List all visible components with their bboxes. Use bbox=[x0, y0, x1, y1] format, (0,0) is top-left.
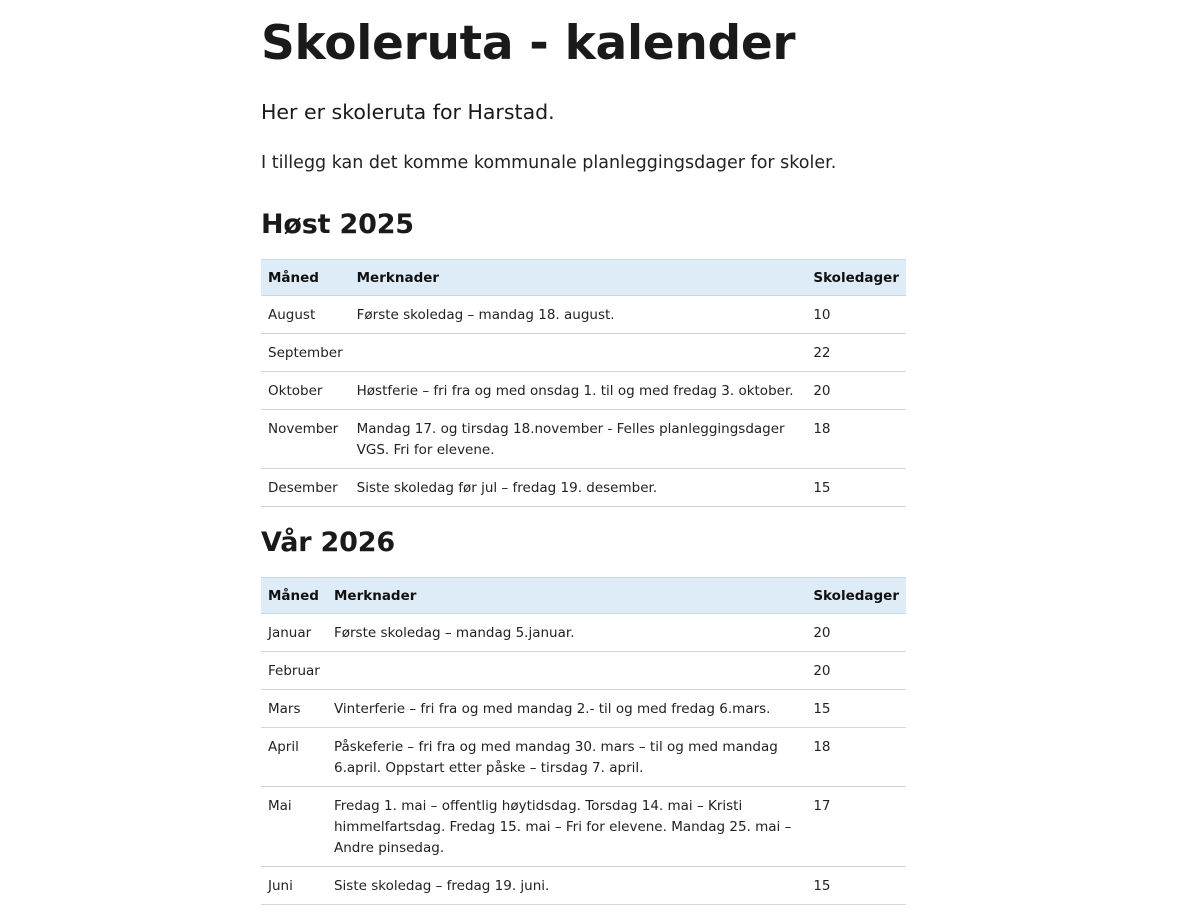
days-cell: 15 bbox=[806, 867, 906, 905]
notes-cell: Siste skoledag – fredag 19. juni. bbox=[327, 867, 806, 905]
notes-cell bbox=[327, 652, 806, 690]
schedule-table-host bbox=[261, 259, 906, 507]
table-row bbox=[261, 867, 906, 905]
notes-cell: Siste skoledag før jul – fredag 19. desember. bbox=[350, 469, 807, 507]
month-cell: Februar bbox=[261, 652, 327, 690]
days-cell: 20 bbox=[806, 372, 906, 410]
month-cell: Mars bbox=[261, 690, 327, 728]
notes-cell: Fredag 1. mai – offentlig høytidsdag. Torsdag 14. mai – Kristi himmelfartsdag. Fredag 15. mai – Fri for elevene. Mandag 25. mai – Andre pinsedag. bbox=[327, 787, 806, 867]
notes-cell: Påskeferie – fri fra og med mandag 30. mars – til og med mandag 6.april. Oppstart etter påske – tirsdag 7. april. bbox=[327, 728, 806, 787]
notes-cell bbox=[350, 334, 807, 372]
month-cell: Juni bbox=[261, 867, 327, 905]
table-row bbox=[261, 296, 906, 334]
column-header-month: Måned bbox=[261, 260, 350, 296]
table-row bbox=[261, 614, 906, 652]
column-header-notes: Merknader bbox=[327, 578, 806, 614]
days-cell: 20 bbox=[806, 614, 906, 652]
month-cell: Januar bbox=[261, 614, 327, 652]
month-cell: Oktober bbox=[261, 372, 350, 410]
column-header-notes: Merknader bbox=[350, 260, 807, 296]
intro-text: I tillegg kan det komme kommunale planleggingsdager for skoler. bbox=[261, 153, 837, 173]
days-cell: 15 bbox=[806, 690, 906, 728]
days-cell: 22 bbox=[806, 334, 906, 372]
days-cell: 10 bbox=[806, 296, 906, 334]
section-heading-host: Høst 2025 bbox=[261, 209, 414, 240]
notes-cell: Vinterferie – fri fra og med mandag 2.- til og med fredag 6.mars. bbox=[327, 690, 806, 728]
days-cell: 20 bbox=[806, 652, 906, 690]
days-cell: 18 bbox=[806, 728, 906, 787]
days-cell: 15 bbox=[806, 469, 906, 507]
page-title: Skoleruta - kalender bbox=[261, 16, 796, 71]
month-cell: August bbox=[261, 296, 350, 334]
table-header-row bbox=[261, 260, 906, 296]
notes-cell: Første skoledag – mandag 5.januar. bbox=[327, 614, 806, 652]
schedule-table-var bbox=[261, 577, 906, 905]
table-row bbox=[261, 728, 906, 787]
month-cell: September bbox=[261, 334, 350, 372]
column-header-days: Skoledager bbox=[806, 578, 906, 614]
days-cell: 18 bbox=[806, 410, 906, 469]
table-row bbox=[261, 469, 906, 507]
table-row bbox=[261, 652, 906, 690]
notes-cell: Mandag 17. og tirsdag 18.november - Felles planleggingsdager VGS. Fri for elevene. bbox=[350, 410, 807, 469]
section-heading-var: Vår 2026 bbox=[261, 527, 395, 558]
column-header-days: Skoledager bbox=[806, 260, 906, 296]
table-row bbox=[261, 690, 906, 728]
table-row bbox=[261, 787, 906, 867]
month-cell: Desember bbox=[261, 469, 350, 507]
table-row bbox=[261, 410, 906, 469]
notes-cell: Høstferie – fri fra og med onsdag 1. til og med fredag 3. oktober. bbox=[350, 372, 807, 410]
column-header-month: Måned bbox=[261, 578, 327, 614]
table-header-row bbox=[261, 578, 906, 614]
month-cell: November bbox=[261, 410, 350, 469]
days-cell: 17 bbox=[806, 787, 906, 867]
month-cell: April bbox=[261, 728, 327, 787]
table-row bbox=[261, 334, 906, 372]
month-cell: Mai bbox=[261, 787, 327, 867]
notes-cell: Første skoledag – mandag 18. august. bbox=[350, 296, 807, 334]
table-row bbox=[261, 372, 906, 410]
lead-text: Her er skoleruta for Harstad. bbox=[261, 100, 555, 124]
